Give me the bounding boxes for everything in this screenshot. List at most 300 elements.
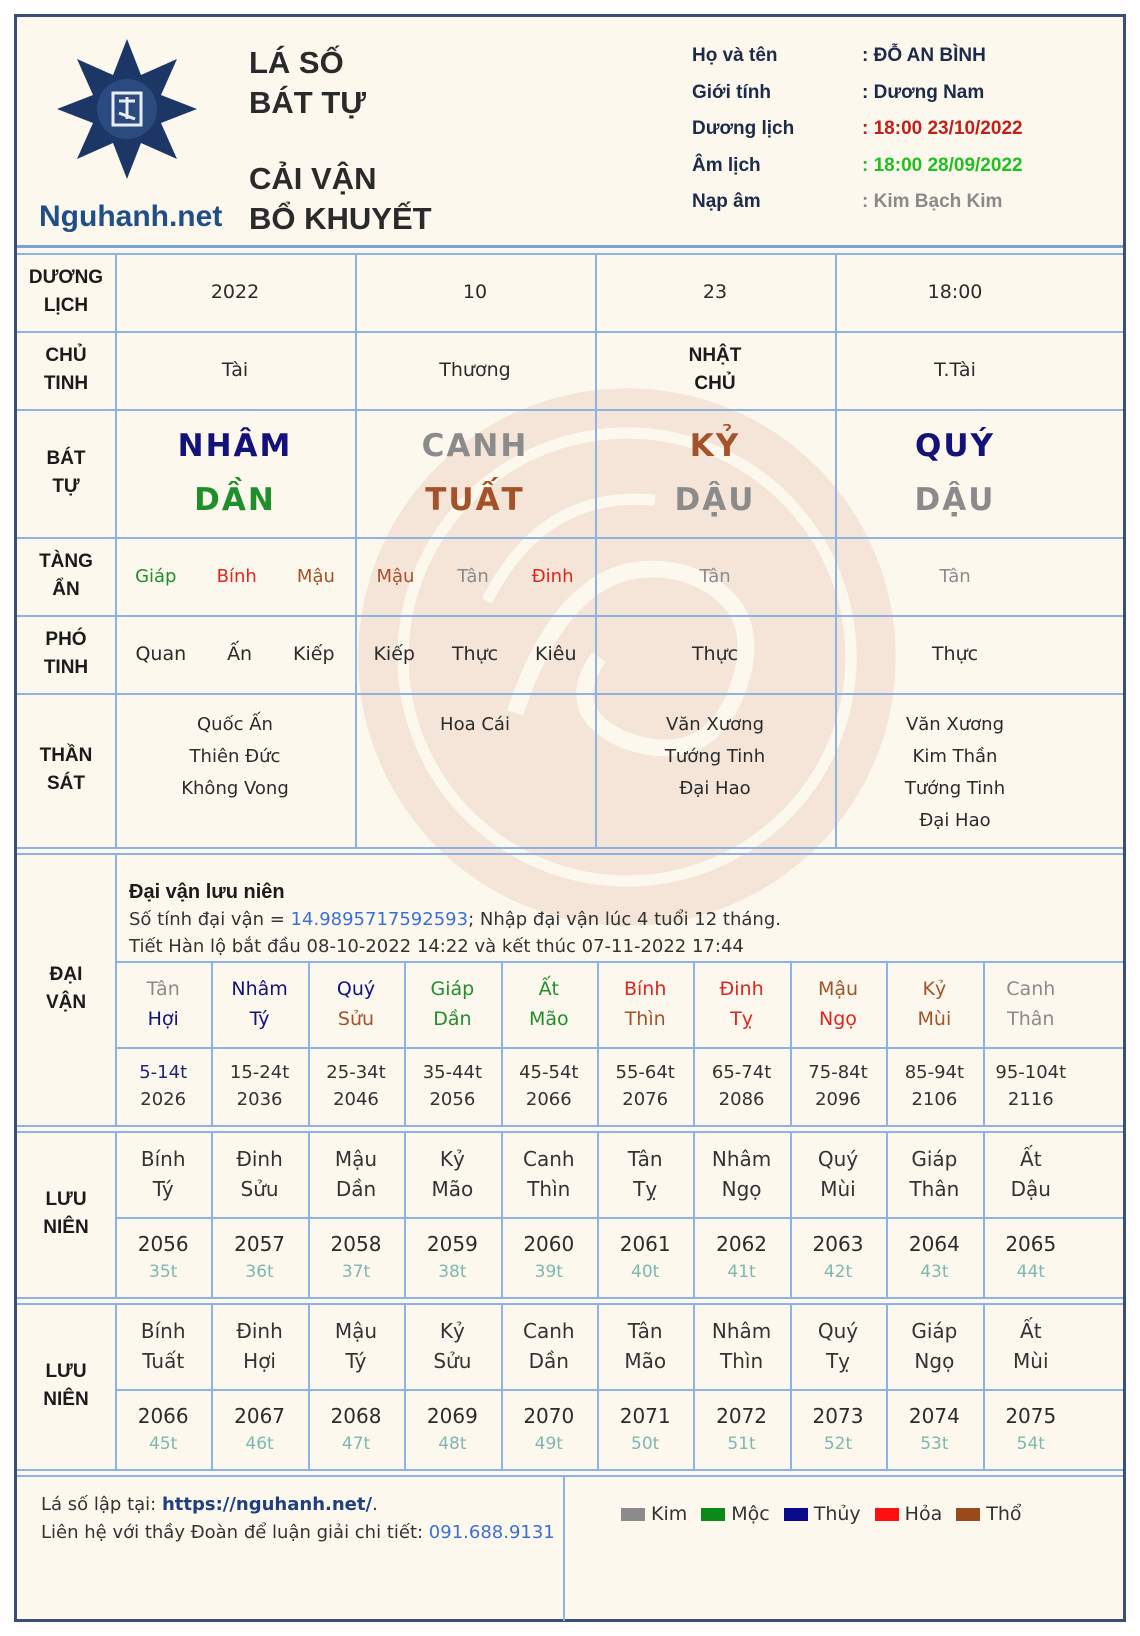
dai-van-age-text	[808, 1059, 867, 1113]
chu-tinh-value: T.Tài	[934, 359, 976, 381]
bat-tu-stack	[178, 419, 293, 527]
luu-nien-age: 36t	[245, 1262, 274, 1282]
row-label-line: ẨN	[52, 579, 80, 600]
luu-nien-age: 42t	[823, 1262, 853, 1282]
dai-van-age	[597, 1047, 693, 1125]
luu-nien-year-text	[523, 1401, 574, 1457]
than-sat-item: Thiên Đức	[189, 746, 281, 767]
pho-tinh-item: Kiêu	[535, 643, 577, 665]
legend-item	[621, 1503, 687, 1525]
element-legend	[621, 1503, 1036, 1525]
dai-van-age-range: 45-54t	[519, 1062, 579, 1083]
info-label: Họ và tên	[692, 45, 778, 66]
pho-tinh-list	[115, 643, 355, 665]
luu-nien-age: 46t	[245, 1434, 274, 1454]
luu-nien-chi: Mùi	[820, 1177, 856, 1201]
dai-van-can-chi	[529, 974, 569, 1034]
dai-van-start-year: 2046	[333, 1089, 379, 1110]
legend-label: Mộc	[731, 1503, 770, 1525]
pho-tinh-item: Thực	[931, 643, 979, 665]
grid-line	[17, 1469, 1123, 1471]
luu-nien-year-value: 2069	[426, 1404, 478, 1428]
luu-nien-age: 38t	[438, 1262, 467, 1282]
row-label-line: SÁT	[47, 773, 85, 794]
row-label	[17, 693, 115, 847]
luu-nien-year-value: 2058	[330, 1232, 382, 1256]
dai-van-age-text	[616, 1059, 675, 1113]
dai-van-start-year: 2086	[718, 1089, 765, 1110]
heavenly-stem: QUÝ	[915, 428, 995, 464]
luu-nien-year-value: 2075	[1005, 1404, 1057, 1428]
dai-van-number: 14.9895717592593	[290, 909, 469, 930]
luu-nien-can-chi	[335, 1316, 377, 1376]
luu-nien-pillar	[115, 1303, 211, 1389]
row-label-line: DƯƠNG	[28, 267, 104, 288]
luu-nien-chi: Ngọ	[721, 1177, 762, 1201]
pho-tinh-cell	[355, 615, 595, 693]
than-sat-item: Quốc Ấn	[197, 714, 273, 735]
dai-van-age	[983, 1047, 1079, 1125]
dai-van-age-text	[326, 1059, 385, 1113]
row-label-line: BÁT	[46, 448, 86, 469]
luu-nien-year	[597, 1389, 693, 1469]
than-sat-item: Kim Thần	[912, 746, 998, 767]
dai-van-can-chi	[818, 974, 858, 1034]
than-sat-cell	[595, 693, 835, 847]
than-sat-list	[181, 709, 289, 805]
phone-number[interactable]: 091.688.9131	[428, 1522, 555, 1543]
row-label-text	[44, 342, 88, 398]
than-sat-list	[440, 709, 510, 741]
dai-van-start-year: 2076	[622, 1089, 669, 1110]
legend-swatch	[875, 1508, 899, 1521]
grid-line	[563, 1475, 565, 1621]
dai-van-start-year: 2096	[815, 1089, 861, 1110]
info-label: Nạp âm	[692, 191, 761, 212]
luu-nien-age: 41t	[727, 1262, 756, 1282]
dai-van-age-text	[230, 1059, 289, 1113]
luu-nien-year-value: 2056	[137, 1232, 189, 1256]
luu-nien-year	[115, 1217, 211, 1297]
chu-tinh-cell	[835, 331, 1075, 409]
luu-nien-chi: Sửu	[240, 1177, 279, 1201]
dai-van-age	[404, 1047, 500, 1125]
footer-suffix: .	[372, 1494, 378, 1515]
row-label	[17, 253, 115, 331]
luu-nien-age: 43t	[920, 1262, 949, 1282]
dai-van-chi: Mùi	[917, 1008, 952, 1030]
legend-swatch	[784, 1508, 808, 1521]
luu-nien-can: Tân	[627, 1319, 663, 1343]
dai-van-can-chi	[624, 974, 666, 1034]
dai-van-can-chi	[918, 974, 952, 1034]
pho-tinh-item: Quan	[135, 643, 187, 665]
row-label	[17, 537, 115, 615]
row-label	[17, 1303, 115, 1469]
luu-nien-age: 40t	[631, 1262, 660, 1282]
luu-nien-pillar	[693, 1303, 789, 1389]
row-label-line: TINH	[43, 657, 89, 678]
than-sat-item: Hoa Cái	[440, 714, 510, 735]
bat-tu-cell	[835, 409, 1075, 537]
luu-nien-year-value: 2057	[234, 1232, 286, 1256]
info-value: : 18:00 23/10/2022	[862, 118, 1023, 139]
luu-nien-can-chi	[712, 1316, 771, 1376]
luu-nien-year-value: 2071	[619, 1404, 671, 1428]
chu-tinh-cell	[595, 331, 835, 409]
dai-van-start-year: 2106	[911, 1089, 958, 1110]
luu-nien-pillar	[597, 1131, 693, 1217]
luu-nien-can-chi	[712, 1144, 771, 1204]
dai-van-age-text	[995, 1059, 1066, 1113]
luu-nien-pillar	[983, 1303, 1079, 1389]
luu-nien-year-text	[234, 1229, 285, 1285]
luu-nien-can: Tân	[627, 1147, 663, 1171]
than-sat-item: Văn Xương	[905, 714, 1005, 735]
row-label	[17, 409, 115, 537]
grid-line	[17, 1475, 1123, 1477]
chu-tinh-value: Thương	[439, 359, 511, 381]
dai-van-pillar	[790, 961, 886, 1047]
luu-nien-year	[983, 1389, 1079, 1469]
title-line: BỔ KHUYẾT	[249, 201, 432, 236]
dai-van-can-chi	[337, 974, 375, 1034]
than-sat-item: Tướng Tinh	[664, 746, 766, 767]
than-sat-item: Tướng Tinh	[904, 778, 1006, 799]
luu-nien-year	[404, 1389, 500, 1469]
luu-nien-pillar	[404, 1303, 500, 1389]
pho-tinh-item: Ấn	[227, 643, 253, 665]
duong-lich-cell	[595, 253, 835, 331]
luu-nien-pillar	[886, 1303, 982, 1389]
luu-nien-year	[211, 1217, 307, 1297]
dai-van-line2: Tiết Hàn lộ bắt đầu 08-10-2022 14:22 và kết thúc 07-11-2022 17:44	[129, 936, 744, 957]
luu-nien-can-chi	[624, 1316, 666, 1376]
brand-name: Nguhanh.net	[39, 200, 223, 233]
luu-nien-year-text	[716, 1401, 767, 1457]
dai-van-can-chi	[720, 974, 764, 1034]
luu-nien-can-chi	[141, 1316, 186, 1376]
legend-swatch	[621, 1508, 645, 1521]
earthly-branch: DẬU	[674, 482, 756, 518]
luu-nien-year	[693, 1389, 789, 1469]
luu-nien-year	[501, 1389, 597, 1469]
person-info	[692, 45, 1023, 228]
dai-van-can: Đinh	[719, 978, 764, 1000]
row-label-line: TÀNG	[39, 551, 93, 572]
luu-nien-year	[886, 1389, 982, 1469]
dai-van-age-range: 55-64t	[615, 1062, 675, 1083]
dai-van-age	[115, 1047, 211, 1125]
dai-van-line1-prefix: Số tính đại vận =	[129, 909, 291, 930]
luu-nien-year-text	[427, 1401, 478, 1457]
luu-nien-pillar	[597, 1303, 693, 1389]
luu-nien-year-text	[620, 1229, 671, 1285]
luu-nien-can: Đinh	[236, 1319, 283, 1343]
luu-nien-chi: Dần	[528, 1349, 569, 1373]
luu-nien-year-value: 2073	[812, 1404, 864, 1428]
row-label-line: TỰ	[52, 476, 80, 497]
luu-nien-pillar	[501, 1303, 597, 1389]
dai-van-age	[211, 1047, 307, 1125]
luu-nien-can: Ất	[1020, 1147, 1042, 1171]
luu-nien-year-text	[909, 1229, 960, 1285]
row-label-text	[39, 548, 93, 604]
legend-item	[956, 1503, 1021, 1525]
than-sat-item: Đại Hao	[919, 810, 991, 831]
dai-van-can: Giáp	[430, 978, 475, 1000]
dai-van-pillar	[597, 961, 693, 1047]
heavenly-stem: NHÂM	[177, 428, 293, 464]
luu-nien-can-chi	[523, 1144, 575, 1204]
luu-nien-can-chi	[141, 1144, 186, 1204]
legend-label: Kim	[651, 1503, 688, 1525]
luu-nien-year-text	[1005, 1229, 1056, 1285]
luu-nien-year-text	[1005, 1401, 1056, 1457]
dai-van-pillar	[115, 961, 211, 1047]
row-label	[17, 1131, 115, 1297]
dai-van-age	[886, 1047, 982, 1125]
bat-tu-cell	[115, 409, 355, 537]
luu-nien-can: Quý	[817, 1319, 859, 1343]
luu-nien-can-chi	[432, 1144, 474, 1204]
luu-nien-year	[308, 1217, 404, 1297]
than-sat-cell	[115, 693, 355, 847]
dai-van-start-year: 2056	[429, 1089, 476, 1110]
luu-nien-year-text	[331, 1401, 382, 1457]
luu-nien-year-text	[716, 1229, 767, 1285]
hidden-stem: Đinh	[531, 565, 574, 587]
luu-nien-year-text	[138, 1401, 189, 1457]
row-label	[17, 615, 115, 693]
luu-nien-can-chi	[236, 1316, 282, 1376]
legend-item	[784, 1503, 861, 1525]
row-label-text	[46, 445, 85, 501]
luu-nien-age: 48t	[438, 1434, 467, 1454]
dai-van-pillar	[693, 961, 789, 1047]
dai-van-age-range: 65-74t	[711, 1062, 772, 1083]
dai-van-can: Canh	[1006, 978, 1056, 1000]
row-label	[17, 853, 115, 1125]
hidden-stem: Bính	[216, 565, 257, 587]
pho-tinh-item: Kiếp	[373, 643, 415, 665]
tang-an-cell	[835, 537, 1075, 615]
luu-nien-pillar	[308, 1303, 404, 1389]
luu-nien-can: Giáp	[911, 1319, 958, 1343]
row-label-line: TINH	[43, 373, 89, 394]
pho-tinh-cell	[115, 615, 355, 693]
luu-nien-age: 37t	[341, 1262, 371, 1282]
luu-nien-pillar	[115, 1131, 211, 1217]
info-value: : 18:00 28/09/2022	[862, 154, 1023, 176]
luu-nien-can-chi	[523, 1316, 575, 1376]
luu-nien-age: 51t	[727, 1434, 756, 1454]
dai-van-can: Quý	[336, 978, 376, 1000]
luu-nien-chi: Mùi	[1013, 1349, 1049, 1373]
luu-nien-age: 47t	[341, 1434, 371, 1454]
duong-lich-cell	[115, 253, 355, 331]
pho-tinh-item: Thực	[691, 643, 739, 665]
dai-van-can: Nhâm	[231, 978, 288, 1000]
legend-swatch	[956, 1508, 980, 1521]
luu-nien-can: Giáp	[911, 1147, 958, 1171]
luu-nien-year-text	[813, 1401, 864, 1457]
luu-nien-year	[404, 1217, 500, 1297]
luu-nien-year-value: 2063	[812, 1232, 864, 1256]
dai-van-start-year: 2116	[1007, 1089, 1054, 1110]
hidden-stem: Tân	[457, 565, 489, 587]
luu-nien-chi: Tuất	[142, 1349, 185, 1373]
luu-nien-can-chi	[433, 1316, 471, 1376]
dai-van-age-text	[712, 1059, 771, 1113]
luu-nien-year-value: 2062	[716, 1232, 768, 1256]
hidden-stem: Giáp	[135, 565, 177, 587]
luu-nien-chi: Mão	[624, 1349, 667, 1373]
info-label: Giới tính	[692, 81, 771, 103]
dai-van-info	[129, 879, 781, 960]
dai-van-can: Mậu	[817, 978, 859, 1000]
luu-nien-can-chi	[1013, 1316, 1049, 1376]
dai-van-age-range: 25-34t	[326, 1062, 386, 1083]
dai-van-age-text	[139, 1059, 187, 1113]
luu-nien-can-chi	[628, 1144, 663, 1204]
luu-nien-chi: Ngọ	[914, 1349, 955, 1373]
row-label-text	[44, 626, 88, 682]
luu-nien-year-value: 2065	[1005, 1232, 1057, 1256]
hidden-stem: Mậu	[296, 565, 335, 587]
dai-van-chi: Dần	[433, 1008, 472, 1030]
luu-nien-year-text	[138, 1229, 189, 1285]
dai-van-chi: Thân	[1007, 1008, 1055, 1030]
luu-nien-chi: Sửu	[433, 1349, 472, 1373]
luu-nien-pillar	[211, 1303, 307, 1389]
luu-nien-chi: Tỵ	[825, 1349, 851, 1373]
legend-item	[701, 1503, 769, 1525]
bat-tu-stack	[915, 419, 996, 527]
luu-nien-chi: Hợi	[243, 1349, 276, 1373]
luu-nien-year-value: 2066	[137, 1404, 189, 1428]
luu-nien-chi: Dậu	[1010, 1177, 1051, 1201]
dai-van-age-range: 95-104t	[995, 1062, 1067, 1083]
luu-nien-chi: Tý	[345, 1349, 367, 1373]
site-link[interactable]: https://nguhanh.net/	[161, 1494, 373, 1515]
than-sat-cell	[355, 693, 595, 847]
duong-lich-value: 23	[702, 281, 728, 303]
luu-nien-can: Nhâm	[711, 1319, 772, 1343]
luu-nien-can: Mậu	[334, 1319, 378, 1343]
bat-tu-cell	[595, 409, 835, 537]
luu-nien-chi: Thìn	[527, 1177, 571, 1201]
dai-van-pillar	[501, 961, 597, 1047]
dai-van-pillar	[308, 961, 404, 1047]
info-value: : Dương Nam	[862, 81, 985, 103]
pho-tinh-list	[835, 643, 1075, 665]
luu-nien-year	[501, 1217, 597, 1297]
earthly-branch: DẬU	[914, 482, 996, 518]
than-sat-item: Đại Hao	[679, 778, 751, 799]
luu-nien-pillar	[886, 1131, 982, 1217]
than-sat-cell	[835, 693, 1075, 847]
than-sat-list	[905, 709, 1005, 837]
tang-an-list	[835, 566, 1075, 587]
info-label: Âm lịch	[692, 154, 761, 176]
nhat-chu-label	[689, 342, 742, 398]
luu-nien-age: 54t	[1016, 1434, 1045, 1454]
chu-tinh-cell	[355, 331, 595, 409]
luu-nien-year-text	[813, 1229, 864, 1285]
row-label-text	[43, 1186, 88, 1242]
pho-tinh-cell	[835, 615, 1075, 693]
luu-nien-year-value: 2060	[523, 1232, 575, 1256]
bat-tu-cell	[355, 409, 595, 537]
nhat-chu-word: NHẬT	[688, 345, 742, 366]
than-sat-item: Văn Xương	[665, 714, 765, 735]
luu-nien-year-text	[523, 1229, 574, 1285]
header	[17, 17, 1123, 257]
row-label-line: CHỦ	[45, 345, 87, 366]
legend-label: Hỏa	[904, 1503, 943, 1525]
dai-van-can: Ất	[538, 978, 560, 1000]
luu-nien-year	[211, 1389, 307, 1469]
pho-tinh-item: Thực	[451, 643, 499, 665]
dai-van-age	[693, 1047, 789, 1125]
luu-nien-can: Bính	[140, 1319, 186, 1343]
dai-van-age	[308, 1047, 404, 1125]
luu-nien-year-value: 2059	[426, 1232, 478, 1256]
dai-van-pillar	[404, 961, 500, 1047]
chu-tinh-value: Tài	[221, 359, 249, 381]
luu-nien-can: Quý	[817, 1147, 859, 1171]
pho-tinh-list	[355, 643, 595, 665]
luu-nien-year	[790, 1217, 886, 1297]
luu-nien-age: 50t	[631, 1434, 660, 1454]
luu-nien-pillar	[308, 1131, 404, 1217]
luu-nien-pillar	[501, 1131, 597, 1217]
luu-nien-year-text	[234, 1401, 285, 1457]
footer-contact-prefix: Liên hệ với thầy Đoàn để luận giải chi tiết:	[41, 1522, 429, 1543]
row-label-line: NIÊN	[43, 1217, 89, 1238]
dai-van-age-range: 5-14t	[139, 1062, 188, 1083]
row-label-text	[29, 264, 103, 320]
title-line: LÁ SỐ	[249, 45, 344, 80]
luu-nien-year-value: 2070	[523, 1404, 575, 1428]
luu-nien-can-chi	[236, 1144, 282, 1204]
luu-nien-chi: Mão	[431, 1177, 474, 1201]
tang-an-list	[115, 566, 355, 587]
row-label-line: LỊCH	[43, 295, 89, 316]
dai-van-can-chi	[431, 974, 475, 1034]
row-label-line: PHÓ	[45, 629, 87, 650]
duong-lich-cell	[835, 253, 1075, 331]
tang-an-cell	[595, 537, 835, 615]
legend-label: Thổ	[986, 1503, 1022, 1525]
luu-nien-can-chi	[818, 1144, 858, 1204]
info-value: : ĐỖ AN BÌNH	[862, 45, 986, 66]
luu-nien-age: 39t	[534, 1262, 563, 1282]
luu-nien-age: 52t	[823, 1434, 853, 1454]
tang-an-cell	[115, 537, 355, 615]
dai-van-age-range: 85-94t	[904, 1062, 965, 1083]
luu-nien-year	[308, 1389, 404, 1469]
legend-item	[875, 1503, 943, 1525]
dai-van-can: Kỷ	[922, 978, 947, 1000]
dai-van-chi: Tý	[249, 1008, 270, 1030]
luu-nien-year	[115, 1389, 211, 1469]
dai-van-age-text	[519, 1059, 578, 1113]
luu-nien-age: 45t	[149, 1434, 178, 1454]
earthly-branch: TUẤT	[425, 482, 525, 518]
luu-nien-can: Canh	[523, 1319, 575, 1343]
